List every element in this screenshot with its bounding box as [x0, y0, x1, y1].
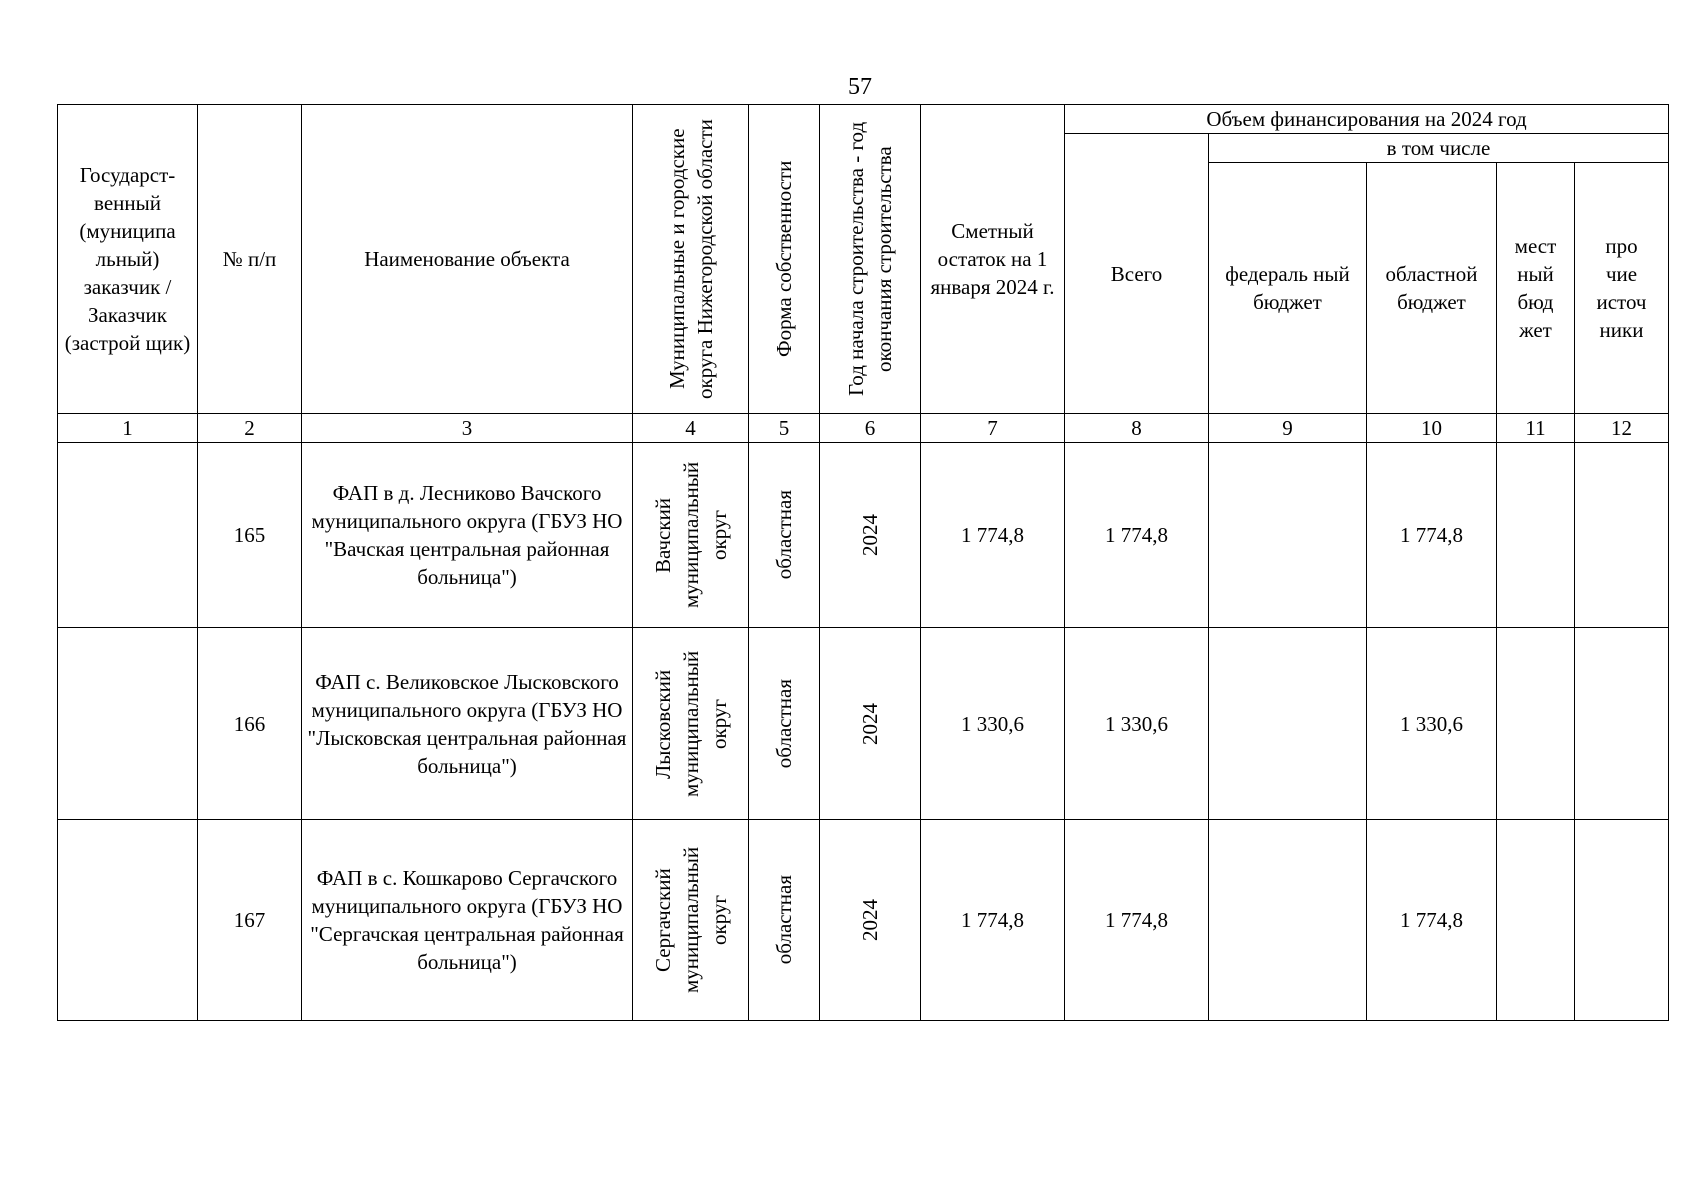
object-name-cell: ФАП с. Великовское Лысковского муниципального округа (ГБУЗ НО "Лысковская центральная районная больница"): [302, 628, 633, 820]
estimate-balance-cell: 1 330,6: [921, 628, 1065, 820]
other-cell: [1575, 628, 1669, 820]
years-cell: 2024: [820, 443, 921, 628]
header-including: в том числе: [1209, 134, 1669, 163]
header-row: [58, 105, 1669, 134]
column-number: 7: [921, 414, 1065, 443]
column-number-row: [58, 414, 1669, 443]
table-row: [58, 443, 1669, 628]
header-local: мест ный бюд жет: [1497, 163, 1575, 414]
header-total: Всего: [1065, 134, 1209, 414]
customer-cell: [58, 820, 198, 1021]
column-number: 8: [1065, 414, 1209, 443]
estimate-balance-cell: 1 774,8: [921, 820, 1065, 1021]
years-cell: 2024: [820, 628, 921, 820]
federal-cell: [1209, 443, 1367, 628]
federal-cell: [1209, 628, 1367, 820]
column-number: 5: [749, 414, 820, 443]
table-row: [58, 820, 1669, 1021]
total-cell: 1 774,8: [1065, 443, 1209, 628]
ownership-cell: областная: [749, 628, 820, 820]
column-number: 4: [633, 414, 749, 443]
header-years: Год начала строительства - год окончания строительства: [820, 105, 921, 414]
header-district: Муниципальные и городские округа Нижегородской области: [633, 105, 749, 414]
district-cell: Вачский муниципальный округ: [633, 443, 749, 628]
header-ownership: Форма собственности: [749, 105, 820, 414]
column-number: 2: [198, 414, 302, 443]
header-federal: федераль ный бюджет: [1209, 163, 1367, 414]
local-cell: [1497, 443, 1575, 628]
regional-cell: 1 330,6: [1367, 628, 1497, 820]
customer-cell: [58, 628, 198, 820]
federal-cell: [1209, 820, 1367, 1021]
number-cell: 166: [198, 628, 302, 820]
total-cell: 1 330,6: [1065, 628, 1209, 820]
ownership-cell: областная: [749, 443, 820, 628]
local-cell: [1497, 820, 1575, 1021]
column-number: 3: [302, 414, 633, 443]
header-customer: Государст-венный (муниципа льный) заказчик / Заказчик (застрой щик): [58, 105, 198, 414]
header-other: про чие источ ники: [1575, 163, 1669, 414]
header-number: № п/п: [198, 105, 302, 414]
regional-cell: 1 774,8: [1367, 820, 1497, 1021]
header-object-name: Наименование объекта: [302, 105, 633, 414]
number-cell: 165: [198, 443, 302, 628]
column-number: 12: [1575, 414, 1669, 443]
number-cell: 167: [198, 820, 302, 1021]
district-cell: Лысковский муниципальный округ: [633, 628, 749, 820]
other-cell: [1575, 443, 1669, 628]
object-name-cell: ФАП в д. Лесниково Вачского муниципального округа (ГБУЗ НО "Вачская центральная районная больница"): [302, 443, 633, 628]
column-number: 11: [1497, 414, 1575, 443]
total-cell: 1 774,8: [1065, 820, 1209, 1021]
district-cell: Сергачский муниципальный округ: [633, 820, 749, 1021]
column-number: 1: [58, 414, 198, 443]
other-cell: [1575, 820, 1669, 1021]
local-cell: [1497, 628, 1575, 820]
header-funding-group: Объем финансирования на 2024 год: [1065, 105, 1669, 134]
header-regional: областной бюджет: [1367, 163, 1497, 414]
table-row: [58, 628, 1669, 820]
years-cell: 2024: [820, 820, 921, 1021]
header-estimate-balance: Сметный остаток на 1 января 2024 г.: [921, 105, 1065, 414]
column-number: 6: [820, 414, 921, 443]
column-number: 10: [1367, 414, 1497, 443]
financing-table: [57, 104, 1669, 1021]
page-number: 57: [848, 74, 872, 100]
customer-cell: [58, 443, 198, 628]
regional-cell: 1 774,8: [1367, 443, 1497, 628]
object-name-cell: ФАП в с. Кошкарово Сергачского муниципального округа (ГБУЗ НО "Сергачская центральная районная больница"): [302, 820, 633, 1021]
estimate-balance-cell: 1 774,8: [921, 443, 1065, 628]
column-number: 9: [1209, 414, 1367, 443]
ownership-cell: областная: [749, 820, 820, 1021]
